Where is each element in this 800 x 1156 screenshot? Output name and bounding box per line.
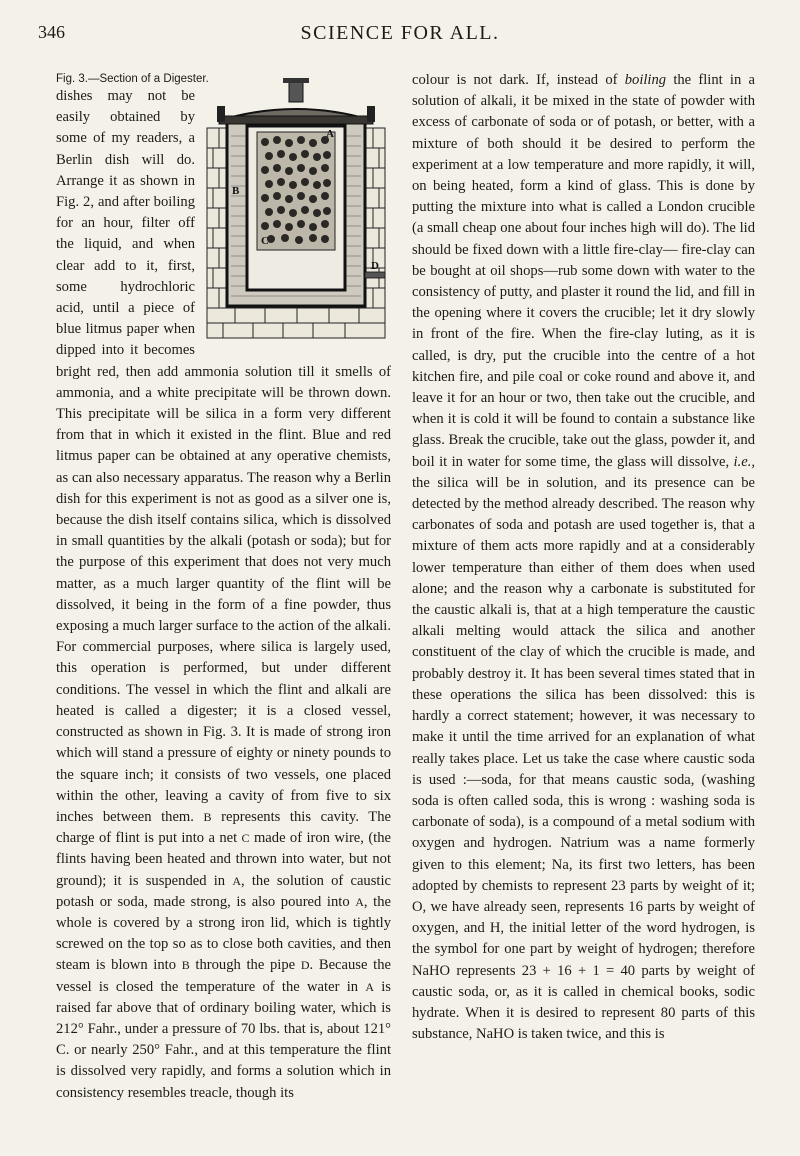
digester-figure: [205, 76, 387, 356]
left-column: [56, 70, 391, 1104]
right-column: [412, 70, 755, 1045]
right-paragraph: [412, 70, 755, 1045]
emphasis-ie: i.e.,: [733, 453, 756, 470]
ref-b: B: [203, 809, 212, 824]
left-text: , the solution of caustic potash or soda, made strong, is also poured into: [56, 872, 391, 910]
figure-letter-c: C: [261, 235, 269, 247]
figure-caption: Fig. 3.—Section of a Digester.: [56, 73, 209, 85]
left-text: is raised far above that of ordinary boiling water, which is 212° Fahr., under a pressure of 70 lbs. that is, about 121° C. or nearly 250° Fahr., and at this temperature the flint is dissolved very rapidly, and forms a solution which in consistency resembles treacle, though its: [56, 978, 391, 1101]
ref-c: C: [241, 831, 250, 846]
right-text: the flint in a solution of alkali, it be mixed in the state of powder with excess of carbonate of soda or of potash, or better, with a mixture of both should it be desired to perform the experiment at a low temperature and more rapidly, it will, on being heated, form a kind of glass. This is done by putting the mixture into what is called a London crucible (a small cheap one about four inches high will do). The lid should be fixed down with a little fire-clay— fire-clay can be bought at oil shops—rub some down with water to the consistency of putty, and plaster it round the lid, and fill in the opening where it covers the crucible; let it dry slowly in front of the fire. When the fire-clay luting, as it is called, is dry, put the crucible into the centre of a hot kitchen fire, and pile coal or coke round and above it, and leave it for an hour or two, then take out the crucible, and when it is cold it will be found to contain a substance like glass. Break the crucible, take out the glass, powder it, and boil it in water for some time, the glass will dissolve,: [412, 72, 755, 470]
page-header: [38, 22, 762, 46]
left-text: made of iron wire, (the flints having been heated and thrown into water, but not ground); it is suspended in: [56, 830, 392, 889]
right-text: colour is not dark. If, instead of: [412, 72, 618, 88]
ref-a: A: [232, 873, 241, 888]
left-text: through the pipe: [195, 957, 296, 974]
left-text: . Because the vessel is closed the temperature of the water in: [56, 957, 391, 995]
right-text: the silica will be in solution, and its presence can be detected by the method already described. The reason why carbonates of soda and potash are used together is, that a mixture of them acts more rapidly and at a considerably lower temperature than either of them does when used alone; and the reason why a carbonate is substituted for the caustic alkali is, that at a high temperature the caustic alkali melting would attack the silica and another constituent of the clay of which the crucible is made, and probably destroy it. It has been several times stated that in these operations the silica has been dissolved: this is hardly a correct statement; however, it was necessary to make it until the time arrived for an explanation of what really takes place. Let us take the case where caustic soda is used :—soda, for that means caustic soda, (washing soda is often called soda, this is wrong : washing soda is carbonate of soda), is a compound of a metal sodium with oxygen and hydrogen. Natrium was a name formerly given to this element; Na, its first two letters, has been adopted by chemists to represent 23 parts by weight of it; O, we have already seen, represents 16 parts by weight of oxygen, and H, the initial letter of the word hydrogen, is the symbol for one part by weight of hydrogen; therefore NaHO represents 23 + 16 + 1 = 40 parts by weight of caustic soda, or, as it is called in chemical books, sodic hydrate. When it is desired to represent 80 parts of this substance, NaHO is taken twice, and this is: [412, 474, 755, 1043]
figure-letter-a: A: [326, 128, 334, 140]
page-number: 346: [38, 22, 65, 42]
ref-b: B: [181, 958, 190, 973]
running-title: SCIENCE FOR ALL.: [300, 22, 500, 44]
left-text-main: dishes may not be easily obtained by some of my readers, a Berlin dish will do. Arrange it as shown in Fig. 2, and after boiling for an hour, filter off the liquid, and when clear add to it, first, some hydrochloric acid, until a piece of blue litmus paper when dipped into it becomes bright red, then add ammonia solution till it smells of ammonia, and a white precipitate will be thrown down. This precipitate will be silica in a form very different from that in which it existed in the flint. Blue and red litmus paper can be obtained at any operative chemists, as can also necessary apparatus. The reason why a Berlin dish for this experiment is not as good as a silver one is, because the dish itself contains silica, which is dissolved in small quantities by the alkali (potash or soda); but for the purpose of this experiment that does not very much matter, as a much larger quantity of the flint will be dissolved, it being in the form of a fine powder, thus exposing a much larger surface to the action of the alkali. For commercial purposes, where silica is largely used, this operation is performed, but under different conditions. The vessel in which the flint and alkali are heated is called a digester; it is a closed vessel, constructed as shown in Fig. 3. It is made of strong iron which will stand a pressure of eighty or ninety pounds to the square inch; it consists of two vessels, one placed within the other, leaving a cavity of from five to six inches between them.: [56, 88, 391, 825]
left-text: , the whole is covered by a strong iron lid, which is tightly screwed on the top so as to close both cavities, and then steam is blown into: [56, 893, 391, 974]
ref-d: D: [300, 958, 310, 973]
left-text: represents this cavity. The charge of flint is put into a net: [56, 808, 391, 847]
emphasis-boiling: boiling: [624, 72, 667, 88]
figure-letter-d: D: [371, 260, 379, 272]
ref-a: A: [355, 894, 364, 909]
figure-letter-b: B: [232, 185, 240, 197]
ref-a: A: [365, 979, 374, 994]
digester-diagram: [205, 76, 387, 356]
